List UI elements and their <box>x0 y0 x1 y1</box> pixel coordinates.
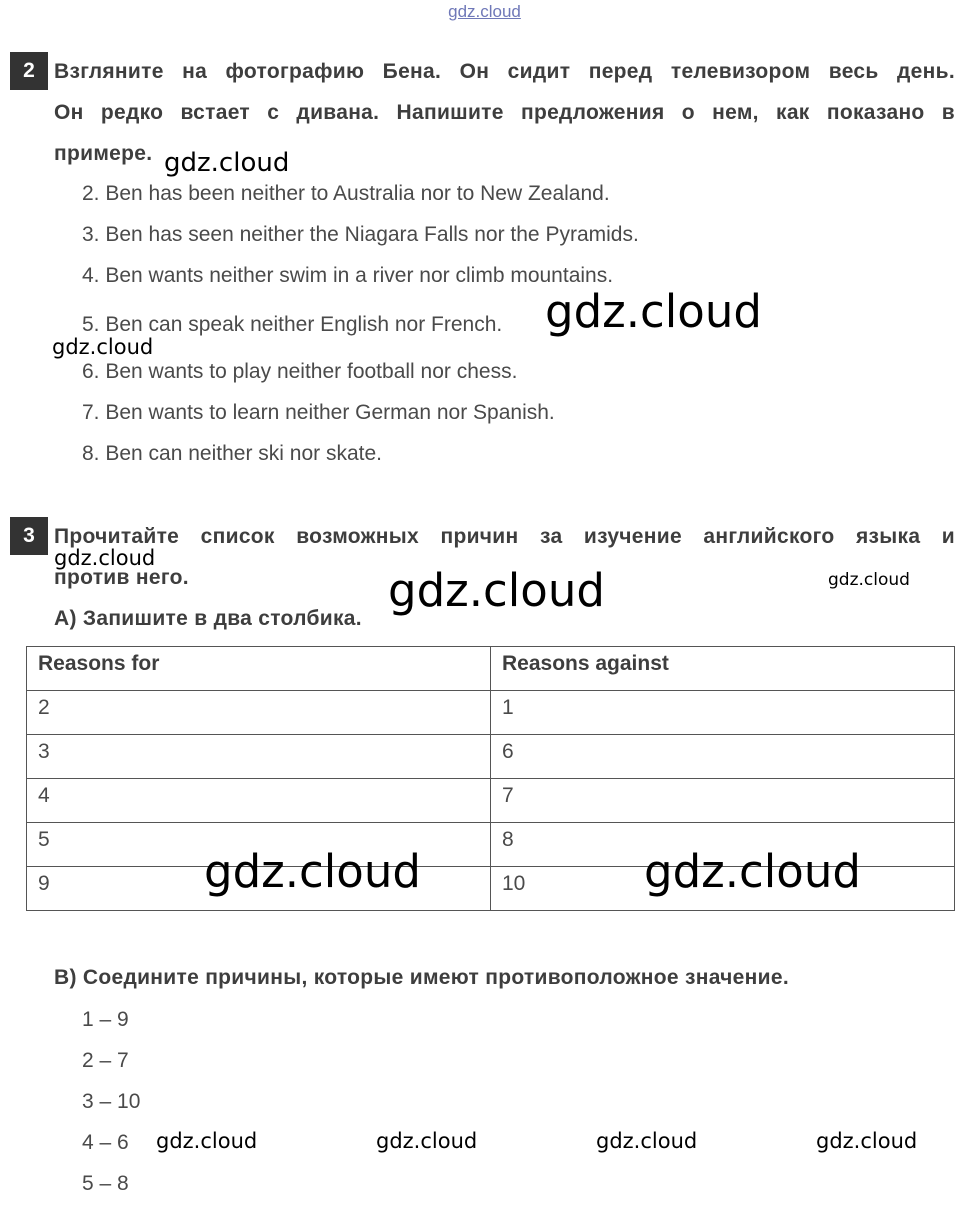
exercise-instruction-line: Он редко встает с дивана. Напишите предложения о нем, как показано в <box>54 101 955 124</box>
answer-line: 8. Ben can neither ski nor skate. <box>82 442 382 465</box>
answer-line: 3. Ben has seen neither the Niagara Falls nor the Pyramids. <box>82 223 639 246</box>
exercise-instruction-line: против него. <box>54 566 189 589</box>
table-header-row <box>27 647 955 691</box>
table-cell: 3 <box>27 735 491 779</box>
top-watermark[interactable]: gdz.cloud <box>448 2 521 21</box>
table-cell: 2 <box>27 691 491 735</box>
table-row <box>27 735 955 779</box>
watermark: gdz.cloud <box>164 148 290 178</box>
exercise-instruction-line: Взгляните на фотографию Бена. Он сидит перед телевизором весь день. <box>54 60 955 83</box>
exercise-number-badge: 2 <box>10 52 48 90</box>
watermark: gdz.cloud <box>156 1129 258 1153</box>
watermark: gdz.cloud <box>644 845 861 898</box>
answer-line: 2. Ben has been neither to Australia nor to New Zealand. <box>82 182 610 205</box>
watermark: gdz.cloud <box>204 845 421 898</box>
table-cell: 8 <box>491 823 955 867</box>
exercise-number-badge: 3 <box>10 517 48 555</box>
table-cell: 1 <box>491 691 955 735</box>
pair-line: 1 – 9 <box>82 1008 129 1031</box>
watermark: gdz.cloud <box>54 546 156 570</box>
pair-line: 2 – 7 <box>82 1049 129 1072</box>
pair-line: 4 – 6 <box>82 1131 129 1154</box>
table-cell: 5 <box>27 823 491 867</box>
answer-line: 6. Ben wants to play neither football nor chess. <box>82 360 518 383</box>
table-cell: 4 <box>27 779 491 823</box>
answer-line: 5. Ben can speak neither English nor French. <box>82 313 503 336</box>
exercise-instruction-line: Прочитайте список возможных причин за изучение английского языка и <box>54 525 955 548</box>
exercise-instruction-line: примере. <box>54 142 153 165</box>
answer-line: 4. Ben wants neither swim in a river nor climb mountains. <box>82 264 614 287</box>
table-cell: 10 <box>491 867 955 911</box>
table-cell: 9 <box>27 867 491 911</box>
table-cell: 6 <box>491 735 955 779</box>
watermark: gdz.cloud <box>816 1129 918 1153</box>
table-cell: 7 <box>491 779 955 823</box>
column-header-reasons-against: Reasons against <box>491 647 955 691</box>
watermark: gdz.cloud <box>52 335 154 359</box>
watermark: gdz.cloud <box>596 1129 698 1153</box>
watermark: gdz.cloud <box>376 1129 478 1153</box>
table-row <box>27 691 955 735</box>
column-header-reasons-for: Reasons for <box>27 647 491 691</box>
part-b-instruction: В) Соедините причины, которые имеют противоположное значение. <box>54 966 789 989</box>
watermark: gdz.cloud <box>388 564 605 617</box>
watermark: gdz.cloud <box>545 285 762 338</box>
pair-line: 3 – 10 <box>82 1090 141 1113</box>
pair-line: 5 – 8 <box>82 1172 129 1195</box>
table-row <box>27 779 955 823</box>
answer-line: 7. Ben wants to learn neither German nor Spanish. <box>82 401 555 424</box>
part-a-instruction: А) Запишите в два столбика. <box>54 607 362 630</box>
watermark: gdz.cloud <box>828 570 910 590</box>
